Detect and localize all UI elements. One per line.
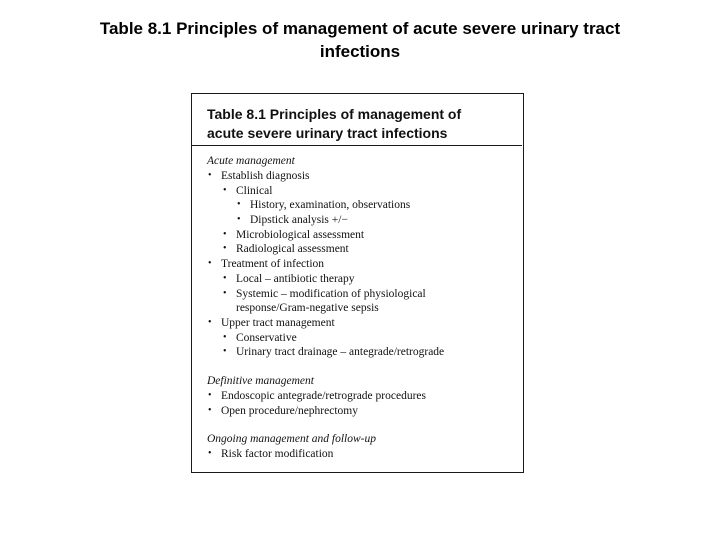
list-item [207,389,517,404]
list-item [207,213,517,228]
list-item-continuation [207,301,517,316]
list-item [207,404,517,419]
list-item-text: Clinical [236,184,273,197]
list-item [207,287,517,302]
bullet-icon: • [223,331,227,343]
spacer [207,360,517,374]
list-item-text: Microbiological assessment [236,228,365,241]
bullet-icon: • [223,228,227,240]
bullet-icon: • [237,199,241,211]
list-item [207,242,517,257]
bullet-icon: • [208,316,212,328]
bullet-icon: • [208,404,212,416]
section-heading-acute: Acute management [207,155,295,167]
section-heading-definitive: Definitive management [207,374,314,387]
bullet-icon: • [237,214,241,226]
bullet-icon: • [208,258,212,270]
list-item [207,447,517,462]
slide-title: Table 8.1 Principles of management of acute severe urinary tract infections [99,19,621,61]
spacer [207,418,517,432]
list-item [207,257,517,272]
bullet-icon: • [223,184,227,196]
list-item-text: Urinary tract drainage – antegrade/retrograde [236,346,445,359]
list-item [207,316,517,331]
list-item-text: Endoscopic antegrade/retrograde procedures [221,389,426,402]
list-item-text: Local – antibiotic therapy [236,272,355,285]
list-item [207,198,517,213]
bullet-icon: • [208,448,212,460]
list-item [207,272,517,287]
list-item [207,228,517,243]
table-body [207,154,517,462]
list-item-text: Risk factor modification [221,448,334,461]
list-item-text: response/Gram-negative sepsis [236,302,379,315]
list-item-text: Open procedure/nephrectomy [221,404,358,417]
list-item-text: Conservative [236,331,297,344]
bullet-icon: • [223,346,227,358]
list-item [207,331,517,346]
table-image [191,93,524,473]
table-header-line-2: acute severe urinary tract infections [207,125,448,141]
list-item [207,345,517,360]
bullet-icon: • [208,170,212,181]
list-item [207,169,517,184]
list-item-text: Upper tract management [221,316,335,329]
list-item-text: Systemic – modification of physiological [236,287,426,300]
table-header-line-1: Table 8.1 Principles of management of [207,106,462,122]
list-item-text: Treatment of infection [221,258,325,271]
table-header [192,94,522,146]
bullet-icon: • [223,272,227,284]
list-item-text: Radiological assessment [236,243,349,256]
section-heading-ongoing: Ongoing management and follow-up [207,433,376,446]
bullet-icon: • [208,389,212,401]
list-item-text: History, examination, observations [250,199,411,212]
list-item-text: Establish diagnosis [221,170,310,182]
bullet-icon: • [223,287,227,299]
list-item-text: Dipstick analysis +/− [250,214,348,227]
bullet-icon: • [223,243,227,255]
list-item [207,184,517,199]
